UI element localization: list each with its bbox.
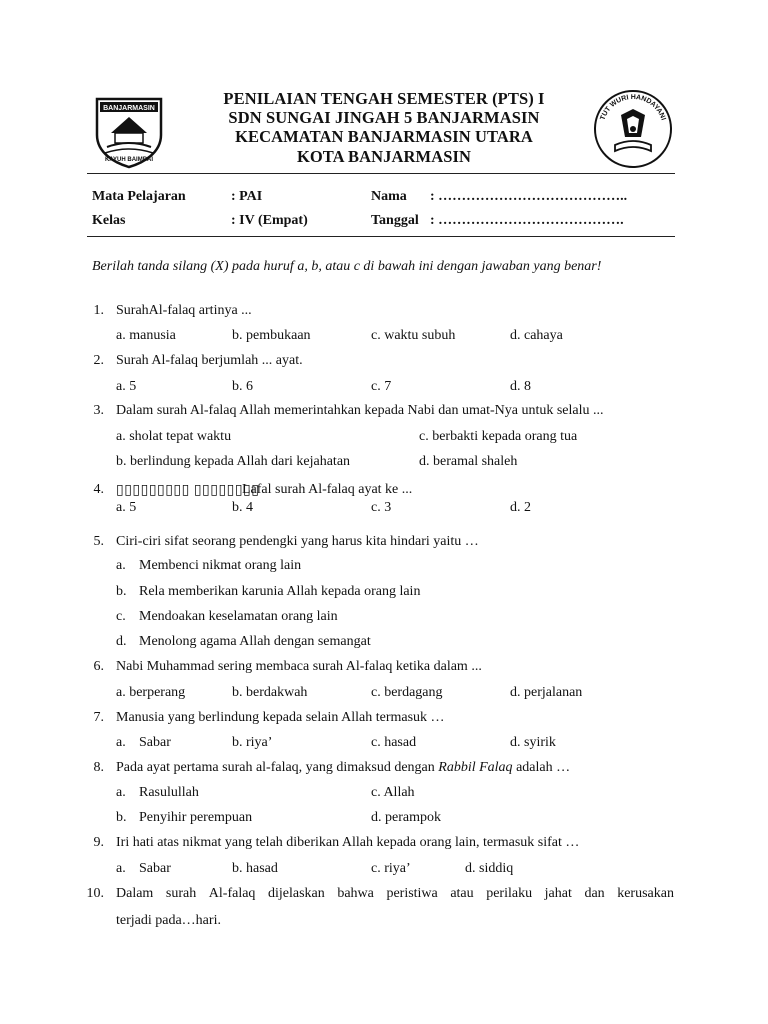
name-field[interactable]: : ………………………………….. bbox=[430, 189, 628, 204]
question-word: peristiwa bbox=[386, 886, 438, 901]
answer-option[interactable]: b. berlindung kepada Allah dari kejahatan bbox=[116, 454, 351, 469]
question-text-line-1 bbox=[116, 886, 674, 902]
question-text bbox=[116, 760, 570, 776]
class-label: Kelas bbox=[92, 213, 126, 228]
question-text: Lafal surah Al-falaq ayat ke ... bbox=[242, 482, 413, 497]
answer-option[interactable]: c. riya’ bbox=[371, 861, 411, 876]
answer-option-letter[interactable]: d. bbox=[116, 634, 127, 649]
question-number: 4. bbox=[93, 482, 104, 497]
question-word: kerusakan bbox=[617, 886, 674, 901]
question-text-line-2: terjadi pada…hari. bbox=[116, 913, 221, 928]
question-text: Nabi Muhammad sering membaca surah Al-falaq ketika dalam ... bbox=[116, 659, 482, 674]
question-text-part: adalah … bbox=[512, 760, 571, 775]
question-text: Iri hati atas nikmat yang telah diberikan Allah kepada orang lain, termasuk sifat … bbox=[116, 835, 580, 850]
answer-option[interactable]: Sabar bbox=[139, 735, 171, 750]
answer-option[interactable]: d. beramal shaleh bbox=[419, 454, 518, 469]
answer-option[interactable]: Penyihir perempuan bbox=[139, 810, 253, 825]
question-word: jahat bbox=[544, 886, 572, 901]
answer-option[interactable]: d. perjalanan bbox=[510, 685, 583, 700]
answer-option[interactable]: b. riya’ bbox=[232, 735, 273, 750]
answer-option[interactable]: d. siddiq bbox=[465, 861, 514, 876]
answer-option[interactable]: Mendoakan keselamatan orang lain bbox=[139, 609, 338, 624]
question-text: SurahAl-falaq artinya ... bbox=[116, 303, 252, 318]
instruction-text: Berilah tanda silang (X) pada huruf a, b, atau c di bawah ini dengan jawaban yang benar! bbox=[92, 259, 602, 274]
question-number: 9. bbox=[93, 835, 104, 850]
answer-option[interactable]: d. 2 bbox=[510, 500, 531, 515]
header-title-line-3: KECAMATAN BANJARMASIN UTARA bbox=[235, 127, 533, 146]
answer-option-letter[interactable]: b. bbox=[116, 584, 127, 599]
answer-option-letter[interactable]: b. bbox=[116, 810, 127, 825]
answer-option[interactable]: a. manusia bbox=[116, 328, 176, 343]
answer-option[interactable]: b. hasad bbox=[232, 861, 278, 876]
info-divider bbox=[87, 236, 675, 237]
answer-option[interactable]: c. berdagang bbox=[371, 685, 443, 700]
question-text-part: Pada ayat pertama surah al-falaq, yang dimaksud dengan bbox=[116, 760, 439, 775]
question-number: 8. bbox=[93, 760, 104, 775]
subject-value: : PAI bbox=[231, 189, 263, 204]
question-text: Surah Al-falaq berjumlah ... ayat. bbox=[116, 353, 303, 368]
answer-option[interactable]: d. syirik bbox=[510, 735, 556, 750]
question-text: Ciri-ciri sifat seorang pendengki yang harus kita hindari yaitu … bbox=[116, 534, 479, 549]
question-word: Dalam bbox=[116, 886, 154, 901]
class-value: : IV (Empat) bbox=[231, 213, 308, 228]
question-number: 7. bbox=[93, 710, 104, 725]
answer-option-letter[interactable]: a. bbox=[116, 735, 126, 750]
question-text: Manusia yang berlindung kepada selain Allah termasuk … bbox=[116, 710, 445, 725]
answer-option[interactable]: d. perampok bbox=[371, 810, 441, 825]
answer-option-letter[interactable]: a. bbox=[116, 558, 126, 573]
question-number: 10. bbox=[86, 886, 104, 901]
answer-option[interactable]: d. cahaya bbox=[510, 328, 563, 343]
answer-option-letter[interactable]: a. bbox=[116, 861, 126, 876]
crest-bottom-text: KAYUH BAIMBAI bbox=[104, 157, 154, 163]
answer-option[interactable]: a. sholat tepat waktu bbox=[116, 429, 232, 444]
question-word: dan bbox=[584, 886, 605, 901]
answer-option-letter[interactable]: a. bbox=[116, 785, 126, 800]
answer-option[interactable]: b. pembukaan bbox=[232, 328, 311, 343]
question-word: bahwa bbox=[337, 886, 374, 901]
arabic-verse-glyphs: ▯▯▯▯▯▯▯▯▯ ▯▯▯▯▯▯▯▯ bbox=[116, 483, 260, 498]
question-word: surah bbox=[165, 886, 197, 901]
answer-option[interactable]: b. 6 bbox=[232, 379, 253, 394]
name-label: Nama bbox=[371, 189, 407, 204]
header-title-line-4: KOTA BANJARMASIN bbox=[296, 147, 472, 166]
answer-option[interactable]: a. 5 bbox=[116, 500, 137, 515]
date-field[interactable]: : …………………………………. bbox=[430, 213, 624, 228]
answer-option[interactable]: c. Allah bbox=[371, 785, 415, 800]
logo-motto-text: TUT WURI HANDAYANI bbox=[599, 93, 667, 122]
answer-option[interactable]: c. 3 bbox=[371, 500, 392, 515]
question-word: dijelaskan bbox=[268, 886, 325, 901]
answer-option[interactable]: Membenci nikmat orang lain bbox=[139, 558, 302, 573]
header-title-line-2: SDN SUNGAI JINGAH 5 BANJARMASIN bbox=[228, 108, 540, 127]
answer-option[interactable]: a. 5 bbox=[116, 379, 137, 394]
question-word: perilaku bbox=[486, 886, 533, 901]
crest-top-text: BANJARMASIN bbox=[103, 105, 155, 112]
answer-option[interactable]: Rasulullah bbox=[139, 785, 199, 800]
question-number: 6. bbox=[93, 659, 104, 674]
header-divider bbox=[87, 173, 675, 174]
answer-option[interactable]: Rela memberikan karunia Allah kepada orang lain bbox=[139, 584, 421, 599]
question-number: 5. bbox=[93, 534, 104, 549]
answer-option[interactable]: c. hasad bbox=[371, 735, 417, 750]
answer-option[interactable]: a. berperang bbox=[116, 685, 186, 700]
question-text-italic: Rabbil Falaq bbox=[438, 760, 513, 775]
answer-option[interactable]: b. 4 bbox=[232, 500, 253, 515]
answer-option[interactable]: c. berbakti kepada orang tua bbox=[419, 429, 578, 444]
question-text: Dalam surah Al-falaq Allah memerintahkan kepada Nabi dan umat-Nya untuk selalu ... bbox=[116, 403, 604, 418]
date-label: Tanggal bbox=[371, 213, 419, 228]
answer-option[interactable]: c. waktu subuh bbox=[371, 328, 456, 343]
question-number: 3. bbox=[93, 403, 104, 418]
answer-option[interactable]: d. 8 bbox=[510, 379, 531, 394]
question-word: atau bbox=[450, 886, 474, 901]
header-title-line-1: PENILAIAN TENGAH SEMESTER (PTS) I bbox=[223, 89, 545, 108]
answer-option[interactable]: Menolong agama Allah dengan semangat bbox=[139, 634, 371, 649]
answer-option[interactable]: Sabar bbox=[139, 861, 171, 876]
answer-option-letter[interactable]: c. bbox=[116, 609, 126, 624]
question-number: 2. bbox=[93, 353, 104, 368]
subject-label: Mata Pelajaran bbox=[92, 189, 186, 204]
question-word: Al-falaq bbox=[208, 886, 256, 901]
answer-option[interactable]: b. berdakwah bbox=[232, 685, 308, 700]
answer-option[interactable]: c. 7 bbox=[371, 379, 392, 394]
question-number: 1. bbox=[93, 303, 104, 318]
